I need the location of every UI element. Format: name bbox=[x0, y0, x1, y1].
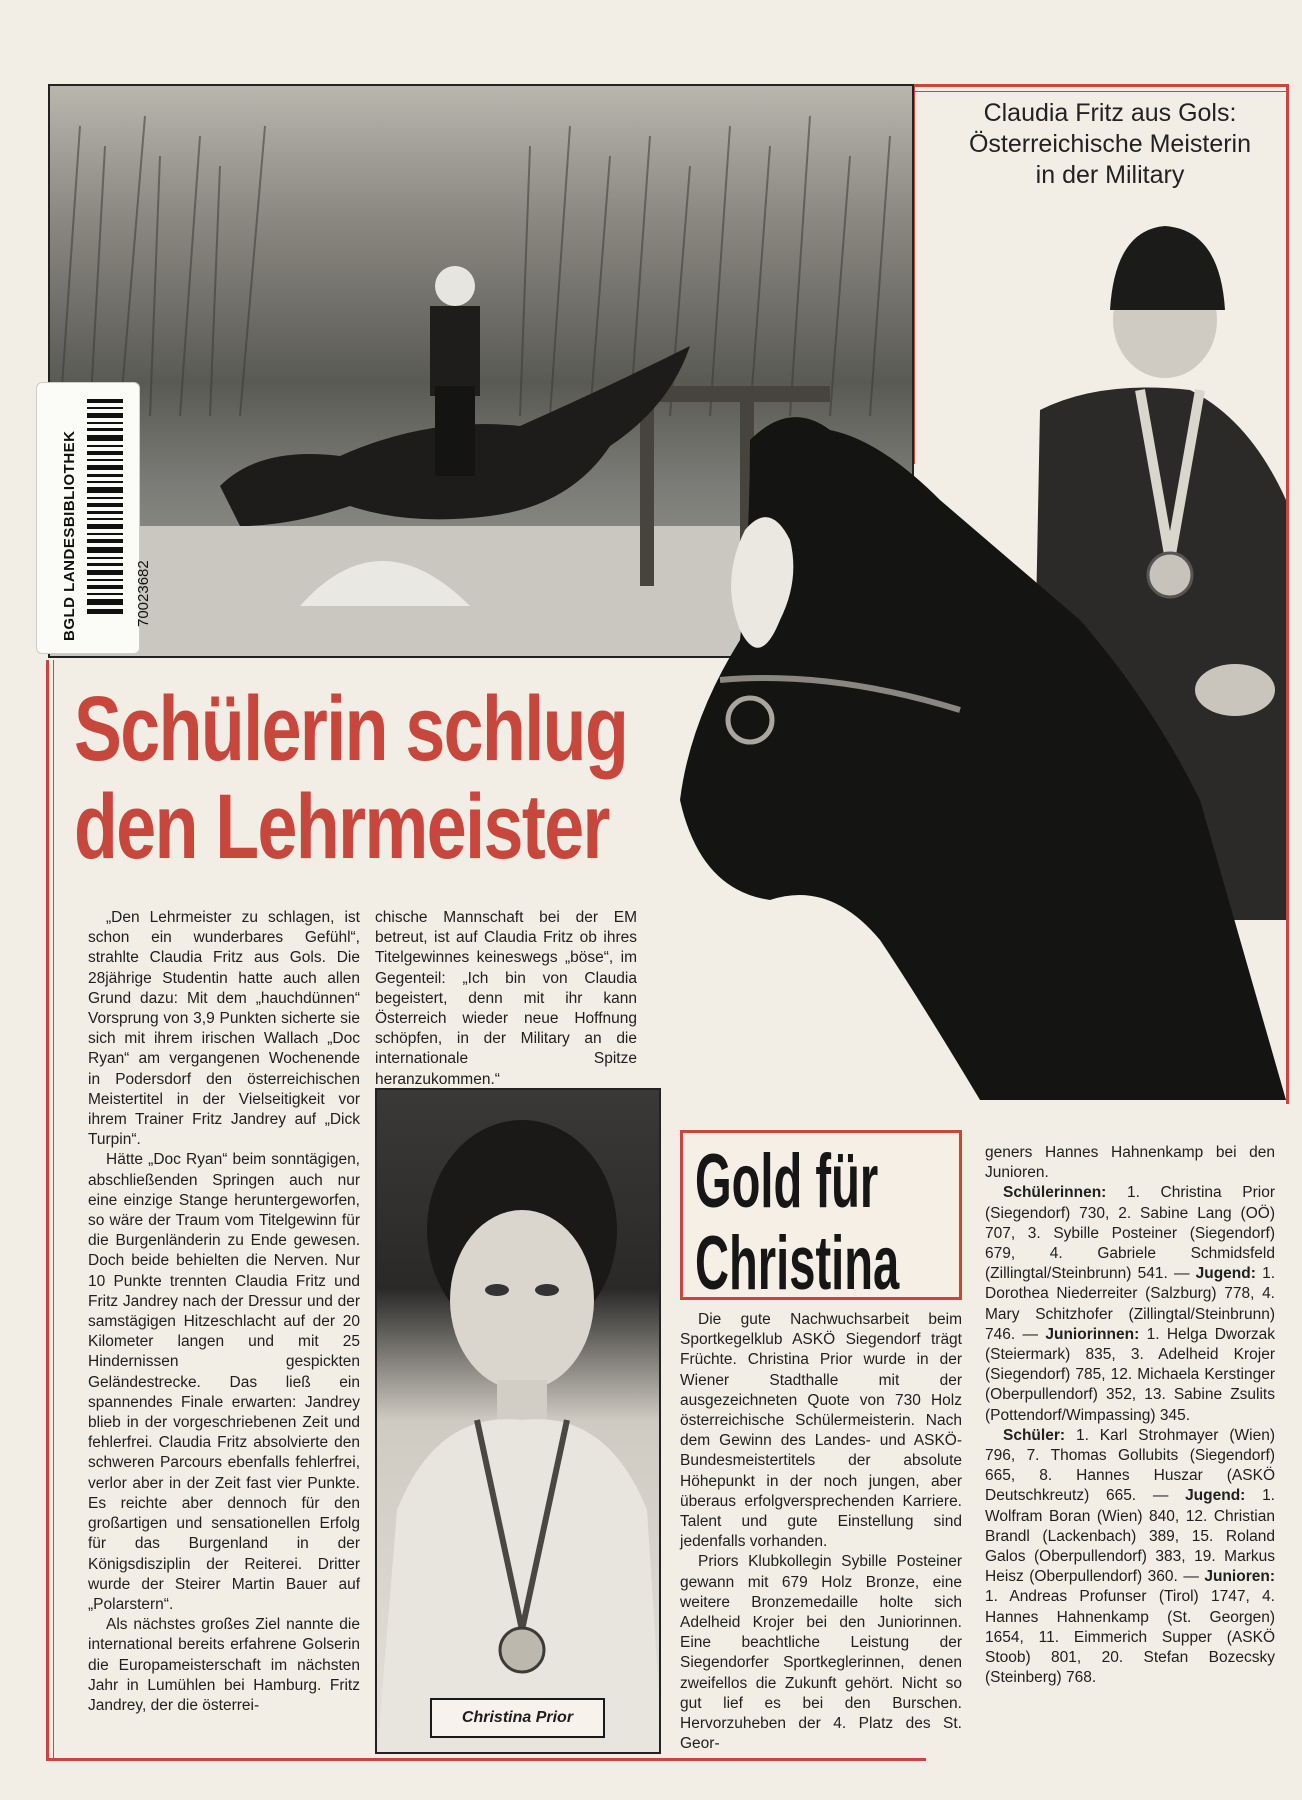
article-paragraph: Hätte „Doc Ryan“ beim sonntägigen, abschließenden Springen auch nur eine einzige Stange heruntergeworfen, so wäre der Traum vom Titelgewinn für die Burgenländerin zu Ende gewesen. Doch beide behielten die Nerven. Nur 10 Punkte trennten Claudia Fritz und Fritz Jandrey nach der Dressur und der samstägigen Hitzeschlacht auf der 20 Kilometer langen und mit 25 Hindernissen gespickten Geländestrecke. Das ließ ein spannendes Finale erwarten: Jandrey blieb in der vorgeschriebenen Zeit und fehlerfrei. Claudia Fritz absolvierte den schweren Parcours ebenfalls fehlerfrei, verlor aber in der Zeit fast vier Punkte. Es reichte aber dennoch für den großartigen und sensationellen Erfolg für das Burgenland in der Königsdisziplin der Reiterei. Dritter wurde der Steirer Martin Bauer auf „Polarstern“. bbox=[88, 1151, 360, 1613]
claudia-fritz-portrait-photo bbox=[680, 200, 1286, 1104]
results-intro: geners Hannes Hahnenkamp bei den Junioren. bbox=[985, 1144, 1275, 1182]
results-text: 1. Andreas Profunser (Tirol) 1747, 4. Hannes Hahnenkamp (St. Georgen) 1654, 11. Eimmerich Supper (ASKÖ Stoob) 801, 20. Stefan Bozecsky (Steinberg) 768. bbox=[985, 1588, 1275, 1687]
right-red-rule bbox=[1286, 84, 1289, 1104]
bottom-red-rule bbox=[46, 1758, 926, 1761]
christina-prior-illustration bbox=[377, 1090, 661, 1754]
left-red-rule bbox=[46, 660, 49, 1760]
gold-paragraph: Die gute Nachwuchsarbeit beim Sportkegelklub ASKÖ Siegendorf trägt Früchte. Christina Prior wurde in der Wiener Stadthalle mit der ausgezeichneten Quote von 730 Holz österreichische Schülermeisterin. Nach dem Gewinn des Landes- und ASKÖ-Bundesmeistertitels der absolute Höhepunkt in der noch jungen, aber überaus erfolgversprechenden Karriere. Talent und gute Einstellung sind jedenfalls vorhanden. bbox=[680, 1311, 962, 1551]
top-caption-line3: in der Military bbox=[1035, 161, 1185, 189]
results-schuelerinnen bbox=[985, 1183, 1275, 1425]
top-caption-line1: Claudia Fritz aus Gols: bbox=[983, 99, 1237, 127]
results-text: 1. Helga Dworzak (Steiermark) 835, 3. Adelheid Krojer (Siegendorf) 785, 12. Michaela Kerstinger (Oberpullendorf) 352, 13. Sabine Zsulits (Pottendorf/Wimpassing) 345. bbox=[985, 1325, 1276, 1424]
results-label: Jugend: bbox=[1185, 1487, 1246, 1505]
results-text: 1. Dorothea Niederreiter (Salzburg) 778, 4. Mary Schitzhofer (Zillingtal/Steinbrunn) 746. — bbox=[985, 1265, 1276, 1343]
results-column bbox=[985, 1143, 1275, 1688]
gold-headline-box bbox=[680, 1130, 962, 1306]
results-label: Schülerinnen: bbox=[1003, 1184, 1107, 1202]
library-barcode-sticker bbox=[36, 382, 152, 654]
article-column-1 bbox=[88, 908, 360, 1716]
rider-medal-horse-illustration bbox=[680, 200, 1286, 1104]
main-headline bbox=[74, 680, 627, 876]
results-label: Juniorinnen: bbox=[1045, 1325, 1140, 1343]
results-label: Schüler: bbox=[1003, 1426, 1066, 1444]
library-name: BGLD LANDESBIBLIOTHEK bbox=[61, 430, 78, 641]
gold-headline-line2: Christina bbox=[695, 1221, 900, 1306]
christina-prior-photo bbox=[375, 1088, 661, 1754]
library-number: 70023682 bbox=[135, 560, 152, 627]
article-paragraph: „Den Lehrmeister zu schlagen, ist schon ein wunderbares Gefühl“, strahlte Claudia Fritz aus Gols. Die 28jährige Studentin hatte auch allen Grund dazu: Mit dem „hauchdünnen“ Vorsprung von 3,9 Punkten sicherte sie sich mit ihrem irischen Wallach „Doc Ryan“ am vergangenen Wochenende in Podersdorf den österreichischen Meistertitel in der Vielseitigkeit vor ihrem Trainer Fritz Jandrey auf „Dick Turpin“. bbox=[88, 909, 360, 1149]
left-red-rule-thin bbox=[53, 660, 54, 1760]
top-photo-caption bbox=[935, 98, 1285, 191]
results-label: Junioren: bbox=[1204, 1568, 1275, 1586]
results-text: 1. Karl Strohmayer (Wien) 796, 7. Thomas Gollubits (Siegendorf) 665, 8. Hannes Huszar (ASKÖ Deutschkreutz) 665. — bbox=[985, 1426, 1275, 1505]
article-paragraph: Als nächstes großes Ziel nannte die international bereits erfahrene Golserin die Europameisterschaft im nächsten Jahr in Lumühlen bei Hamburg. Fritz Jandrey, der die österrei- bbox=[88, 1616, 360, 1714]
headline-line2: den Lehrmeister bbox=[74, 776, 609, 878]
results-label: Jugend: bbox=[1195, 1265, 1256, 1283]
results-text: 1. Wolfram Boran (Wien) 840, 12. Christian Brandl (Lackenbach) 389, 15. Roland Galos (Oberpullendorf) 383, 19. Markus Heisz (Oberpullendorf) 360. — bbox=[985, 1487, 1275, 1586]
gold-paragraph: Priors Klubkollegin Sybille Posteiner gewann mit 679 Holz Bronze, eine weitere Bronzemedaille holte sich Adelheid Krojer bei den Juniorinnen. Eine beachtliche Leistung der Siegendorfer Sportkeglerinnen, denen zweifellos die Zukunft gehört. Nicht so gut lief es bei den Burschen. Hervorzuheben der 4. Platz des St. Geor- bbox=[680, 1553, 962, 1753]
top-red-rule-thin bbox=[915, 91, 1287, 92]
results-text: 1. Christina Prior (Siegendorf) 730, 2. Sabine Lang (OÖ) 707, 3. Sybille Posteiner (Siegendorf) 679, 4. Gabriele Schmidsfeld (Zillingtal/Steinbrunn) 541. — bbox=[985, 1184, 1275, 1283]
results-schueler bbox=[985, 1426, 1275, 1689]
gold-article-column bbox=[680, 1310, 962, 1754]
top-caption-line2: Österreichische Meisterin bbox=[968, 130, 1252, 158]
gold-headline-line1: Gold für bbox=[695, 1139, 879, 1224]
article-column-2 bbox=[375, 908, 637, 1090]
barcode-icon bbox=[87, 399, 123, 614]
headline-line1: Schülerin schlug bbox=[74, 678, 628, 780]
christina-photo-caption: Christina Prior bbox=[430, 1698, 605, 1738]
gold-headline bbox=[695, 1141, 899, 1305]
top-red-rule bbox=[915, 84, 1287, 87]
article-continuation: chische Mannschaft bei der EM betreut, ist auf Claudia Fritz ob ihres Titelgewinnes keineswegs „böse“, im Gegenteil: „Ich bin von Claudia begeistert, denn mit ihr kann Österreich wieder neue Hoffnung schöpfen, in der Military an die internationale Spitze heranzukommen.“ bbox=[375, 909, 637, 1088]
